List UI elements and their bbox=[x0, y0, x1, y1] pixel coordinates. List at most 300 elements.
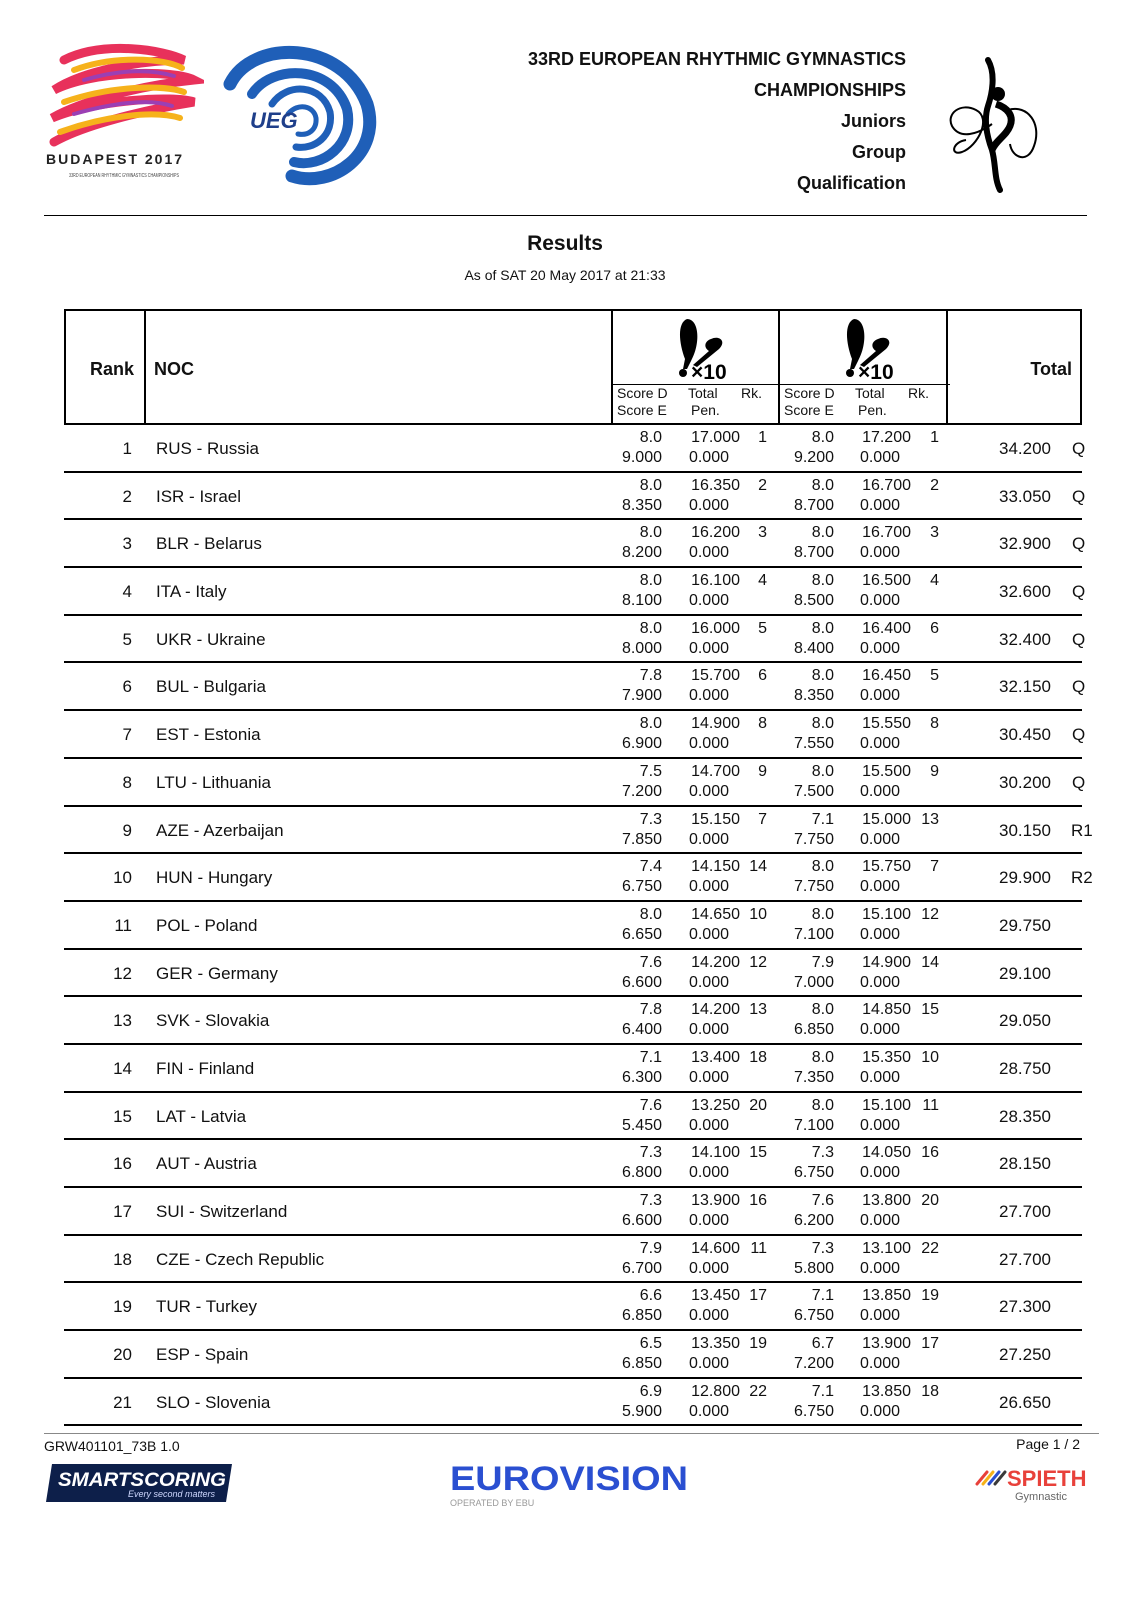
a1-penalty: 0.000 bbox=[688, 735, 729, 753]
a1-score-d: 7.4 bbox=[639, 858, 662, 876]
smartscoring-logo-text: SMARTSCORING bbox=[58, 1470, 227, 1491]
a1-score-e: 6.400 bbox=[621, 1021, 662, 1039]
column-divider bbox=[144, 311, 146, 423]
a1-score-d: 7.6 bbox=[639, 1096, 662, 1114]
a2-score-d: 8.0 bbox=[811, 905, 834, 923]
a2-penalty: 0.000 bbox=[859, 878, 900, 896]
total-cell: 28.750 bbox=[999, 1058, 1051, 1078]
a1-score-e: 7.850 bbox=[621, 830, 662, 848]
a2-score-d: 8.0 bbox=[811, 429, 834, 446]
a2-total: 16.500 bbox=[862, 572, 911, 590]
table-row bbox=[64, 1379, 1082, 1427]
a2-total: 13.850 bbox=[862, 1382, 911, 1400]
a1-rank: 2 bbox=[758, 476, 767, 494]
a1-total: 14.100 bbox=[691, 1144, 740, 1162]
a1-rank: 1 bbox=[758, 429, 767, 446]
rank-cell: 16 bbox=[113, 1154, 132, 1174]
a1-total: 14.150 bbox=[691, 858, 740, 876]
a1-score-e: 7.200 bbox=[621, 782, 662, 800]
a1-penalty: 0.000 bbox=[688, 1402, 729, 1420]
noc-cell: SUI - Switzerland bbox=[156, 1202, 288, 1221]
a2-rank: 1 bbox=[930, 429, 939, 446]
rank-cell: 4 bbox=[122, 582, 132, 602]
a1-score-d: 8.0 bbox=[639, 476, 662, 494]
a1-score-d: 8.0 bbox=[639, 905, 662, 923]
spieth-logo bbox=[975, 1462, 1095, 1506]
a1-rank: 18 bbox=[749, 1048, 767, 1066]
noc-cell: UKR - Ukraine bbox=[156, 629, 266, 649]
a2-penalty: 0.000 bbox=[859, 592, 900, 610]
qualification-mark: Q bbox=[1072, 439, 1086, 458]
total-cell: 30.150 bbox=[999, 820, 1051, 840]
rank-cell: 20 bbox=[113, 1345, 132, 1365]
rank-cell: 21 bbox=[113, 1392, 132, 1412]
title-line: Juniors bbox=[840, 111, 906, 131]
a2-score-d: 8.0 bbox=[811, 858, 834, 876]
a1-total: 14.900 bbox=[691, 715, 740, 733]
table-row bbox=[64, 568, 1086, 616]
noc-cell: ISR - Israel bbox=[156, 486, 242, 506]
a1-score-e: 6.600 bbox=[621, 973, 662, 991]
pen-label: Pen. bbox=[691, 402, 720, 418]
a1-score-d: 7.3 bbox=[639, 1192, 662, 1209]
a1-penalty: 0.000 bbox=[688, 449, 729, 466]
a1-penalty: 0.000 bbox=[688, 1116, 729, 1134]
a2-score-d: 8.0 bbox=[811, 619, 834, 637]
table-row bbox=[64, 1045, 1082, 1093]
a2-score-d: 8.0 bbox=[811, 476, 834, 494]
rank-cell: 9 bbox=[122, 820, 132, 840]
a1-score-e: 5.450 bbox=[621, 1116, 662, 1134]
rank-cell: 5 bbox=[122, 629, 132, 649]
a2-rank: 3 bbox=[930, 524, 939, 542]
header-divider bbox=[44, 215, 1087, 216]
total-cell: 29.050 bbox=[999, 1011, 1051, 1031]
a1-rank: 17 bbox=[749, 1287, 767, 1305]
rank-header: Rank bbox=[90, 359, 135, 379]
a1-rank: 12 bbox=[749, 953, 767, 971]
a1-rank: 20 bbox=[749, 1096, 767, 1114]
a1-score-d: 8.0 bbox=[639, 572, 662, 590]
a2-score-e: 6.200 bbox=[793, 1212, 834, 1229]
total-cell: 30.200 bbox=[999, 772, 1051, 792]
total-cell: 27.300 bbox=[999, 1297, 1051, 1317]
score-d-label: Score D bbox=[617, 385, 668, 401]
noc-header: NOC bbox=[154, 359, 194, 379]
a2-score-d: 8.0 bbox=[811, 572, 834, 590]
budapest-logo-text: BUDAPEST 2017 bbox=[46, 151, 185, 167]
rank-cell: 3 bbox=[122, 534, 132, 554]
a1-score-d: 8.0 bbox=[639, 715, 662, 733]
qualification-mark: Q bbox=[1072, 725, 1086, 745]
a1-penalty: 0.000 bbox=[688, 1259, 729, 1277]
noc-cell: BUL - Bulgaria bbox=[156, 677, 266, 697]
table-row bbox=[64, 902, 1082, 950]
a2-score-d: 8.0 bbox=[811, 762, 834, 780]
a1-penalty: 0.000 bbox=[688, 1355, 729, 1373]
total-header: Total bbox=[1030, 359, 1072, 379]
a2-score-e: 7.000 bbox=[793, 973, 834, 991]
total-cell: 30.450 bbox=[999, 725, 1051, 745]
a2-penalty: 0.000 bbox=[859, 1164, 900, 1182]
a2-score-e: 6.750 bbox=[793, 1164, 834, 1182]
page-number: Page 1 / 2 bbox=[1016, 1436, 1080, 1452]
a1-rank: 3 bbox=[758, 524, 767, 542]
a1-score-e: 6.850 bbox=[621, 1307, 662, 1325]
table-row bbox=[64, 663, 1086, 711]
pen-label: Pen. bbox=[858, 402, 887, 418]
a1-penalty: 0.000 bbox=[688, 496, 729, 514]
total-cell: 28.350 bbox=[999, 1106, 1051, 1126]
a1-score-e: 6.850 bbox=[621, 1355, 662, 1373]
apparatus-multiplier: ×10 bbox=[691, 361, 727, 381]
a2-score-d: 6.7 bbox=[811, 1335, 834, 1353]
a1-score-e: 6.600 bbox=[621, 1212, 662, 1229]
rank-cell: 17 bbox=[113, 1202, 132, 1221]
a2-total: 15.550 bbox=[862, 715, 911, 733]
rank-cell: 15 bbox=[113, 1106, 132, 1126]
total-cell: 27.700 bbox=[999, 1249, 1051, 1269]
qualification-mark: Q bbox=[1072, 629, 1086, 649]
a2-total: 17.200 bbox=[862, 429, 911, 446]
a1-score-e: 9.000 bbox=[621, 449, 662, 466]
eurovision-sub-text: OPERATED BY EBU bbox=[450, 1498, 535, 1508]
a1-score-e: 8.000 bbox=[621, 639, 662, 657]
rank-cell: 14 bbox=[113, 1058, 132, 1078]
a1-penalty: 0.000 bbox=[688, 973, 729, 991]
title-line: Group bbox=[852, 142, 906, 162]
a1-rank: 19 bbox=[749, 1335, 767, 1353]
a1-rank: 16 bbox=[749, 1192, 767, 1209]
a2-score-e: 6.750 bbox=[793, 1402, 834, 1420]
a2-total: 14.850 bbox=[862, 1001, 911, 1019]
a1-penalty: 0.000 bbox=[688, 592, 729, 610]
a1-penalty: 0.000 bbox=[688, 830, 729, 848]
qualification-mark: Q bbox=[1072, 534, 1086, 554]
a1-score-e: 8.200 bbox=[621, 544, 662, 562]
a1-score-d: 7.3 bbox=[639, 810, 662, 828]
spieth-sub-text: Gymnastic bbox=[1015, 1491, 1067, 1503]
a1-score-d: 8.0 bbox=[639, 619, 662, 637]
noc-cell: AZE - Azerbaijan bbox=[156, 820, 284, 840]
qualification-mark: Q bbox=[1072, 486, 1086, 506]
a2-total: 16.700 bbox=[862, 476, 911, 494]
results-table-body bbox=[64, 425, 1093, 1426]
a1-penalty: 0.000 bbox=[688, 544, 729, 562]
a1-score-d: 6.5 bbox=[639, 1335, 662, 1353]
total-sub-label: Total bbox=[855, 385, 885, 401]
noc-cell: LAT - Latvia bbox=[156, 1106, 247, 1126]
a2-total: 13.900 bbox=[862, 1335, 911, 1353]
a1-score-e: 6.900 bbox=[621, 735, 662, 753]
budapest-logo-subtext: 33RD EUROPEAN RHYTHMIC GYMNASTICS CHAMPIONSHIPS bbox=[69, 173, 180, 179]
a2-rank: 17 bbox=[921, 1335, 939, 1353]
noc-cell: SVK - Slovakia bbox=[156, 1011, 270, 1031]
noc-cell: ITA - Italy bbox=[156, 582, 227, 602]
a2-rank: 16 bbox=[921, 1144, 939, 1162]
a1-penalty: 0.000 bbox=[688, 1212, 729, 1229]
smartscoring-tagline: Every second matters bbox=[128, 1489, 216, 1499]
a1-penalty: 0.000 bbox=[688, 1068, 729, 1086]
a2-rank: 14 bbox=[921, 953, 939, 971]
championship-title bbox=[528, 44, 906, 199]
smartscoring-logo bbox=[44, 1462, 234, 1504]
a2-rank: 8 bbox=[930, 715, 939, 733]
a2-total: 15.350 bbox=[862, 1048, 911, 1066]
noc-cell: LTU - Lithuania bbox=[156, 772, 271, 792]
eurovision-logo bbox=[450, 1456, 700, 1510]
a2-total: 15.500 bbox=[862, 762, 911, 780]
a2-score-e: 7.750 bbox=[793, 878, 834, 896]
a1-total: 16.200 bbox=[691, 524, 740, 542]
noc-cell: AUT - Austria bbox=[156, 1154, 257, 1174]
a2-penalty: 0.000 bbox=[859, 496, 900, 514]
table-row bbox=[64, 1236, 1082, 1284]
a1-score-d: 7.1 bbox=[639, 1048, 662, 1066]
table-row bbox=[64, 520, 1086, 568]
rk-label: Rk. bbox=[741, 385, 762, 401]
a1-total: 14.700 bbox=[691, 762, 740, 780]
a1-penalty: 0.000 bbox=[688, 687, 729, 705]
a2-total: 14.900 bbox=[862, 953, 911, 971]
a1-rank: 14 bbox=[749, 858, 767, 876]
a1-score-e: 5.900 bbox=[621, 1402, 662, 1420]
a2-score-d: 8.0 bbox=[811, 524, 834, 542]
a1-total: 14.200 bbox=[691, 1001, 740, 1019]
a2-score-d: 7.6 bbox=[811, 1192, 834, 1209]
a2-total: 15.000 bbox=[862, 810, 911, 828]
score-d-label: Score D bbox=[784, 385, 835, 401]
rank-cell: 12 bbox=[113, 963, 132, 983]
a1-total: 14.600 bbox=[691, 1239, 740, 1257]
total-cell: 32.150 bbox=[999, 677, 1051, 697]
noc-cell: CZE - Czech Republic bbox=[156, 1249, 325, 1269]
total-cell: 32.900 bbox=[999, 534, 1051, 554]
table-row bbox=[64, 1283, 1082, 1331]
table-row bbox=[64, 807, 1093, 855]
a2-penalty: 0.000 bbox=[859, 735, 900, 753]
a1-score-d: 7.5 bbox=[639, 762, 662, 780]
a2-penalty: 0.000 bbox=[859, 1355, 900, 1373]
score-e-label: Score E bbox=[617, 402, 667, 418]
a2-score-d: 7.1 bbox=[811, 810, 834, 828]
total-cell: 27.250 bbox=[999, 1345, 1051, 1365]
a2-penalty: 0.000 bbox=[859, 687, 900, 705]
total-cell: 33.050 bbox=[999, 486, 1051, 506]
qualification-mark: R2 bbox=[1071, 868, 1093, 888]
a2-penalty: 0.000 bbox=[859, 639, 900, 657]
a2-score-d: 7.1 bbox=[811, 1382, 834, 1400]
a2-rank: 13 bbox=[921, 810, 939, 828]
a1-score-e: 6.750 bbox=[621, 878, 662, 896]
a1-rank: 4 bbox=[758, 572, 767, 590]
a2-score-d: 8.0 bbox=[811, 1048, 834, 1066]
clubs-apparatus-icon bbox=[661, 315, 737, 381]
title-line: 33RD EUROPEAN RHYTHMIC GYMNASTICS bbox=[527, 49, 906, 69]
qualification-mark: Q bbox=[1072, 772, 1086, 792]
a1-score-e: 6.650 bbox=[621, 925, 662, 943]
a1-total: 13.350 bbox=[691, 1335, 740, 1353]
noc-cell: TUR - Turkey bbox=[156, 1297, 258, 1317]
footer-divider bbox=[44, 1433, 1099, 1434]
a1-score-d: 8.0 bbox=[639, 429, 662, 446]
a2-score-e: 7.350 bbox=[793, 1068, 834, 1086]
budapest-2017-logo bbox=[44, 40, 204, 190]
a2-total: 14.050 bbox=[862, 1144, 911, 1162]
a1-score-d: 7.6 bbox=[639, 953, 662, 971]
a2-penalty: 0.000 bbox=[859, 1116, 900, 1134]
a2-rank: 22 bbox=[921, 1239, 939, 1257]
rk-label: Rk. bbox=[908, 385, 929, 401]
a1-score-d: 6.6 bbox=[639, 1287, 662, 1305]
a2-score-d: 7.1 bbox=[811, 1287, 834, 1305]
a1-total: 16.100 bbox=[691, 572, 740, 590]
a2-rank: 7 bbox=[930, 858, 939, 876]
a2-penalty: 0.000 bbox=[859, 1021, 900, 1039]
a2-total: 16.400 bbox=[862, 619, 911, 637]
a2-penalty: 0.000 bbox=[859, 544, 900, 562]
table-row bbox=[64, 473, 1086, 521]
a1-total: 14.650 bbox=[691, 905, 740, 923]
score-e-label: Score E bbox=[784, 402, 834, 418]
a1-score-d: 7.8 bbox=[639, 667, 662, 685]
a2-penalty: 0.000 bbox=[859, 973, 900, 991]
a1-rank: 6 bbox=[758, 667, 767, 685]
a1-penalty: 0.000 bbox=[688, 1307, 729, 1325]
apparatus-multiplier: ×10 bbox=[858, 361, 894, 381]
total-cell: 29.100 bbox=[999, 963, 1051, 983]
a1-total: 15.700 bbox=[691, 667, 740, 685]
a1-score-d: 7.9 bbox=[639, 1239, 662, 1257]
a2-score-e: 7.550 bbox=[793, 735, 834, 753]
a1-rank: 5 bbox=[758, 619, 767, 637]
eurovision-logo-text: EUROVISION bbox=[450, 1460, 688, 1498]
a2-total: 13.850 bbox=[862, 1287, 911, 1305]
a1-score-d: 6.9 bbox=[639, 1382, 662, 1400]
a1-score-e: 7.900 bbox=[621, 687, 662, 705]
ueg-logo-text: UEG bbox=[250, 108, 298, 133]
a2-score-e: 7.200 bbox=[793, 1355, 834, 1373]
total-cell: 26.650 bbox=[999, 1392, 1051, 1412]
a1-score-e: 8.350 bbox=[621, 496, 662, 514]
a1-total: 16.350 bbox=[691, 476, 740, 494]
ueg-logo bbox=[222, 44, 382, 190]
noc-cell: RUS - Russia bbox=[156, 439, 259, 458]
a2-rank: 11 bbox=[922, 1096, 939, 1114]
a2-score-e: 6.850 bbox=[793, 1021, 834, 1039]
a2-total: 13.100 bbox=[862, 1239, 911, 1257]
noc-cell: BLR - Belarus bbox=[156, 534, 262, 554]
rank-cell: 8 bbox=[122, 772, 132, 792]
a1-score-e: 8.100 bbox=[621, 592, 662, 610]
rank-cell: 19 bbox=[113, 1297, 132, 1317]
rank-cell: 1 bbox=[122, 439, 132, 458]
table-row bbox=[64, 616, 1086, 664]
a2-rank: 19 bbox=[921, 1287, 939, 1305]
noc-cell: FIN - Finland bbox=[156, 1058, 255, 1078]
apparatus-1-header bbox=[613, 311, 783, 423]
a2-total: 13.800 bbox=[862, 1192, 911, 1209]
a2-score-e: 6.750 bbox=[793, 1307, 834, 1325]
table-row bbox=[64, 1140, 1082, 1188]
a2-total: 15.100 bbox=[862, 1096, 911, 1114]
a1-total: 15.150 bbox=[691, 810, 740, 828]
a2-score-e: 8.500 bbox=[793, 592, 834, 610]
noc-cell: POL - Poland bbox=[156, 915, 258, 935]
table-row bbox=[64, 950, 1082, 998]
a1-score-d: 7.3 bbox=[639, 1144, 662, 1162]
a1-total: 13.400 bbox=[691, 1048, 740, 1066]
a1-total: 14.200 bbox=[691, 953, 740, 971]
a1-rank: 10 bbox=[749, 905, 767, 923]
table-row bbox=[64, 1188, 1082, 1236]
rank-cell: 2 bbox=[122, 486, 132, 506]
a2-score-d: 7.9 bbox=[811, 953, 834, 971]
total-cell: 29.900 bbox=[999, 868, 1051, 888]
a1-score-d: 7.8 bbox=[639, 1001, 662, 1019]
a2-rank: 10 bbox=[921, 1048, 939, 1066]
clubs-apparatus-icon bbox=[828, 315, 904, 381]
gymnast-silhouette-icon bbox=[948, 54, 1044, 194]
a2-score-e: 7.750 bbox=[793, 830, 834, 848]
qualification-mark: Q bbox=[1072, 582, 1086, 602]
a2-score-e: 8.700 bbox=[793, 544, 834, 562]
a2-rank: 12 bbox=[921, 905, 939, 923]
a1-total: 16.000 bbox=[691, 619, 740, 637]
qualification-mark: Q bbox=[1072, 677, 1086, 697]
document-code: GRW401101_73B 1.0 bbox=[44, 1438, 180, 1454]
rank-cell: 13 bbox=[113, 1011, 132, 1031]
table-row bbox=[64, 854, 1093, 902]
a2-penalty: 0.000 bbox=[859, 830, 900, 848]
a2-total: 16.700 bbox=[862, 524, 911, 542]
total-cell: 32.400 bbox=[999, 629, 1051, 649]
a2-score-d: 8.0 bbox=[811, 667, 834, 685]
total-cell: 29.750 bbox=[999, 915, 1051, 935]
rank-cell: 11 bbox=[114, 915, 132, 935]
noc-cell: ESP - Spain bbox=[156, 1345, 249, 1365]
table-row bbox=[64, 1093, 1082, 1141]
a2-rank: 4 bbox=[930, 572, 939, 590]
a1-rank: 8 bbox=[758, 715, 767, 733]
total-cell: 27.700 bbox=[999, 1202, 1051, 1221]
total-sub-label: Total bbox=[688, 385, 718, 401]
a2-total: 16.450 bbox=[862, 667, 911, 685]
rank-cell: 6 bbox=[122, 677, 132, 697]
a2-score-e: 8.350 bbox=[793, 687, 834, 705]
a1-penalty: 0.000 bbox=[688, 782, 729, 800]
a1-penalty: 0.000 bbox=[688, 925, 729, 943]
a1-score-e: 6.700 bbox=[621, 1259, 662, 1277]
a1-rank: 9 bbox=[758, 762, 767, 780]
total-cell: 28.150 bbox=[999, 1154, 1051, 1174]
table-row bbox=[64, 759, 1086, 807]
noc-cell: GER - Germany bbox=[156, 963, 278, 983]
table-row bbox=[64, 1331, 1082, 1379]
a1-penalty: 0.000 bbox=[688, 1164, 729, 1182]
a1-penalty: 0.000 bbox=[688, 1021, 729, 1039]
a2-total: 15.100 bbox=[862, 905, 911, 923]
a1-total: 13.900 bbox=[691, 1192, 740, 1209]
a2-rank: 20 bbox=[921, 1192, 939, 1209]
a2-score-e: 8.700 bbox=[793, 496, 834, 514]
a2-rank: 2 bbox=[930, 476, 939, 494]
spieth-logo-text: SPIETH bbox=[1007, 1466, 1087, 1491]
a1-rank: 13 bbox=[749, 1001, 767, 1019]
a2-score-d: 8.0 bbox=[811, 1096, 834, 1114]
results-timestamp: As of SAT 20 May 2017 at 21:33 bbox=[464, 267, 666, 283]
table-row bbox=[64, 997, 1082, 1045]
